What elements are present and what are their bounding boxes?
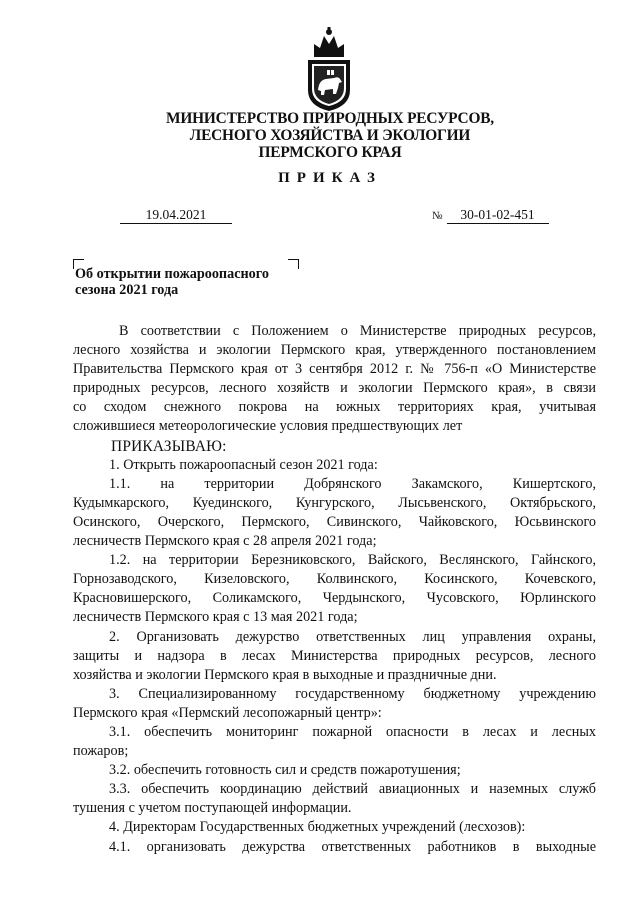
- body-line: 3.3. обеспечить координацию действий авиационных и наземных служб: [109, 781, 596, 798]
- order-number: 30-01-02-451: [447, 207, 549, 224]
- order-body: [73, 322, 596, 857]
- body-line: тушения с учетом поступающей информации.: [73, 800, 352, 817]
- body-line: 1. Открыть пожароопасный сезон 2021 года:: [109, 456, 378, 473]
- subject-line: Об открытии пожароопасного: [75, 266, 269, 282]
- body-line: природных ресурсов, лесного хозяйств и экологии Пермского края», в связи: [73, 380, 596, 397]
- document-type-title: ПРИКАЗ: [278, 170, 382, 186]
- body-line: Горнозаводского, Кизеловского, Колвинского, Косинского, Кочевского,: [73, 571, 596, 588]
- body-line: лесного хозяйства и экологии Пермского края, утвержденного постановлением: [73, 342, 596, 359]
- body-line: 2. Организовать дежурство ответственных лиц управления охраны,: [109, 628, 596, 645]
- body-line: 4.1. организовать дежурства ответственных работников в выходные: [109, 838, 596, 855]
- order-number-block: [432, 207, 549, 224]
- body-line: 4. Директорам Государственных бюджетных учреждений (лесхозов):: [109, 819, 526, 836]
- body-line: лесничеств Пермского края с 13 мая 2021 года;: [73, 609, 358, 626]
- subject-line: сезона 2021 года: [75, 282, 179, 298]
- ministry-line: МИНИСТЕРСТВО ПРИРОДНЫХ РЕСУРСОВ,: [166, 110, 494, 127]
- ministry-line: ЛЕСНОГО ХОЗЯЙСТВА И ЭКОЛОГИИ: [189, 127, 471, 144]
- body-line: 1.1. на территории Добрянского Закамского, Кишертского,: [109, 475, 596, 492]
- perm-krai-coat-of-arms-icon: [300, 24, 358, 112]
- body-line-prikazyvayu: ПРИКАЗЫВАЮ:: [111, 437, 227, 455]
- body-line: защиты и надзора в лесах Министерства природных ресурсов, лесного: [73, 647, 596, 664]
- ministry-name: [120, 110, 540, 161]
- body-line: 3.2. обеспечить готовность сил и средств пожаротушения;: [109, 762, 461, 779]
- body-line: Красновишерского, Соликамского, Чердынского, Чусовского, Юрлинского: [73, 590, 596, 607]
- order-date: 19.04.2021: [120, 207, 232, 224]
- body-line: 3. Специализированному государственному бюджетному учреждению: [109, 685, 596, 702]
- order-subject: [75, 266, 315, 298]
- body-line: сложившиеся метеорологические условия предшествующих лет: [73, 418, 463, 435]
- body-line: со сходом снежного покрова на южных территориях края, учитывая: [73, 399, 596, 416]
- body-line: 3.1. обеспечить мониторинг пожарной опасности в лесах и лесных: [109, 723, 596, 740]
- body-line: В соответствии с Положением о Министерстве природных ресурсов,: [119, 323, 596, 339]
- body-line: лесничеств Пермского края с 28 апреля 2021 года;: [73, 533, 377, 550]
- number-sign: №: [432, 210, 443, 222]
- body-line: Правительства Пермского края от 3 сентября 2012 г. № 756-п «О Министерстве: [73, 361, 596, 378]
- body-line: Пермского края «Пермский лесопожарный центр»:: [73, 704, 382, 721]
- body-line: Осинского, Очерского, Пермского, Сивинского, Чайковского, Юсьвинского: [73, 513, 596, 530]
- ministry-line: ПЕРМСКОГО КРАЯ: [258, 144, 402, 161]
- body-line: хозяйства и экологии Пермского края в выходные и праздничные дни.: [73, 666, 497, 683]
- body-line: пожаров;: [73, 743, 129, 760]
- body-line: 1.2. на территории Березниковского, Вайского, Веслянского, Гайнского,: [109, 552, 596, 569]
- body-line: Кудымкарского, Куединского, Кунгурского, Лысьвенского, Октябрьского,: [73, 494, 596, 511]
